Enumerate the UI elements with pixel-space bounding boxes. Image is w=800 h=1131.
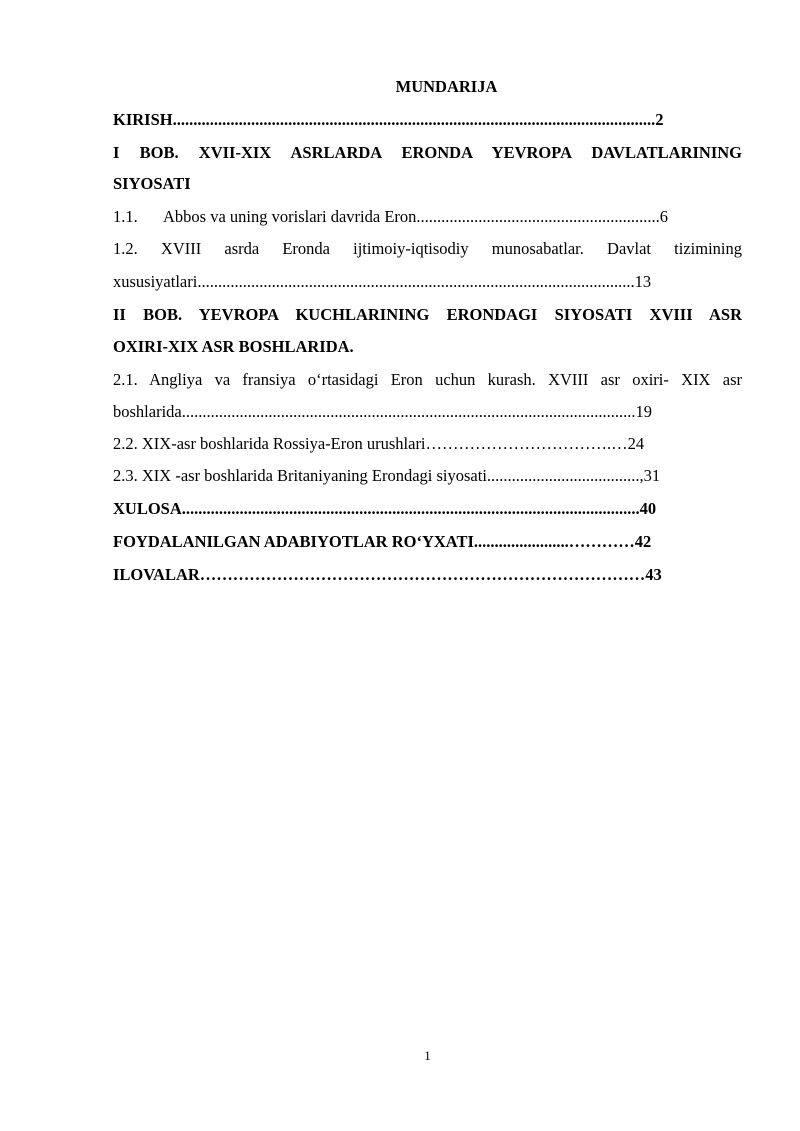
- page-number: 1: [424, 1048, 431, 1063]
- toc-entry-adabiyotlar: FOYDALANILGAN ADABIYOTLAR RO‘YXATI.......................…………42: [113, 532, 652, 551]
- toc-entry-1-1: [113, 205, 742, 229]
- toc-entry-kirish: KIRISH.....................................................................................................................2: [113, 110, 664, 129]
- toc-entry-1-1-number: 1.1.: [113, 207, 138, 226]
- toc-chapter-1-line-1: I BOB. XVII-XIX ASRLARDA ERONDA YEVROPA DAVLATLARINING: [113, 143, 742, 162]
- toc-entry-ilovalar: ILOVALAR………………………………………………………………………43: [113, 565, 662, 584]
- toc-entry-1-2-line-1: 1.2. XVIII asrda Eronda ijtimoiy-iqtisodiy munosabatlar. Davlat tizimining: [113, 239, 742, 258]
- toc-entry-xulosa: XULOSA...............................................................................................................40: [113, 499, 657, 518]
- toc-chapter-1-line-2: SIYOSATI: [113, 174, 191, 193]
- toc-chapter-2-line-1: II BOB. YEVROPA KUCHLARINING ERONDAGI SIYOSATI XVIII ASR: [113, 305, 742, 324]
- toc-entry-1-2-line-2: xususiyatlari..........................................................................................................13: [113, 272, 652, 291]
- toc-entry-2-1-line-2: boshlarida..............................................................................................................19: [113, 402, 652, 421]
- toc-entry-2-2: 2.2. XIX-asr boshlarida Rossiya-Eron urushlari…………………………….…24: [113, 434, 645, 453]
- page-title: MUNDARIJA: [395, 77, 498, 96]
- toc-entry-2-1-line-1: 2.1. Angliya va fransiya o‘rtasidagi Eron uchun kurash. XVIII asr oxiri- XIX asr: [113, 370, 742, 389]
- toc-chapter-2-line-2: OXIRI-XIX ASR BOSHLARIDA.: [113, 337, 354, 356]
- toc-entry-1-1-text: Abbos va uning vorislari davrida Eron...........................................................6: [163, 207, 669, 226]
- toc-entry-2-3: 2.3. XIX -asr boshlarida Britaniyaning Erondagi siyosati.....................................,31: [113, 466, 661, 485]
